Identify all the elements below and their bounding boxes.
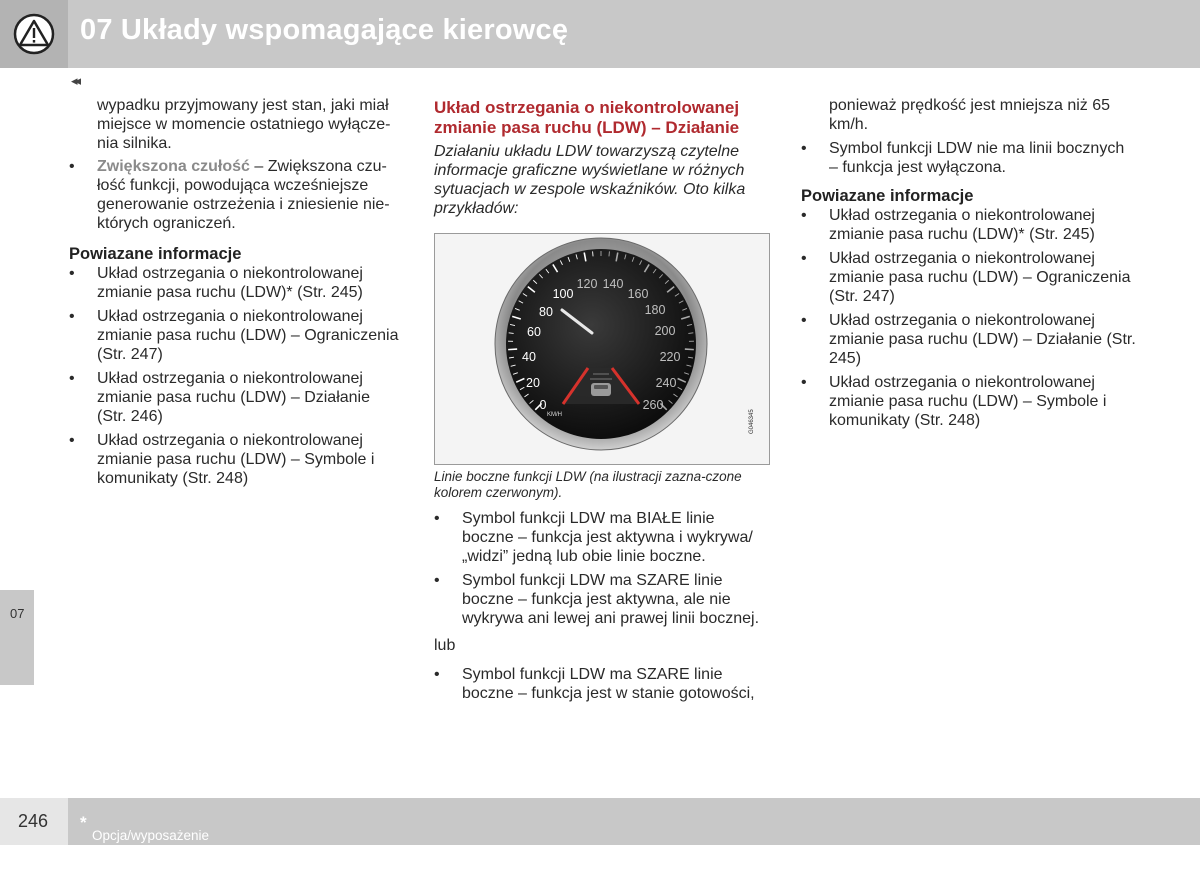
back-arrow-icon[interactable]: ◂◂ (71, 73, 78, 89)
speedometer-illustration (435, 234, 769, 464)
gauge-label: 160 (628, 287, 649, 301)
side-tab-label: 07 (10, 606, 24, 621)
column-2 (434, 98, 769, 218)
gauge-label: 260 (643, 398, 664, 412)
bullet-icon: • (801, 311, 807, 330)
related-link[interactable] (801, 373, 1136, 430)
section-intro: Działaniu układu LDW towarzyszą czytelne informacje graficzne wyświetlane w różnych sytuacjach w zespole wskaźników. Oto kilka przykładów: (434, 142, 769, 218)
related-link[interactable] (69, 307, 399, 364)
page-number: 246 (18, 811, 48, 832)
gauge-label: 60 (527, 325, 541, 339)
related-link[interactable] (801, 311, 1136, 368)
continued-text: ponieważ prędkość jest mniejsza niż 65 km/h. (801, 96, 1136, 134)
gauge-tick (688, 333, 693, 334)
car-icon (591, 383, 611, 396)
bullet-icon: • (69, 369, 75, 388)
related-heading: Powiazane informacje (801, 187, 1136, 206)
list-item (69, 157, 399, 233)
footer-note-text: Opcja/wyposażenie dodatkowe - dalsze informacje, patrz Wprowadzenie. (92, 828, 209, 888)
gauge-label: 240 (656, 376, 677, 390)
bullet-icon: • (69, 431, 75, 450)
bullet-text: – Zwiększona czu-łość funkcji, powodująca wcześniejsze generowanie ostrzeżenia i zniesienie nie-których ograniczeń. (97, 158, 390, 232)
chapter-header (0, 0, 1200, 68)
list-item-text: Symbol funkcji LDW ma BIAŁE linie boczne – funkcja jest aktywna i wykrywa/ „widzi” jedną lub obie linie boczne. (462, 510, 753, 565)
bullet-icon: • (801, 373, 807, 392)
bullet-icon: • (69, 157, 75, 176)
chapter-side-tab[interactable] (0, 590, 34, 685)
warning-triangle-icon (13, 13, 55, 55)
chapter-title: 07 Układy wspomagające kierowcę (80, 14, 568, 47)
related-link-text: Układ ostrzegania o niekontrolowanej zmianie pasa ruchu (LDW) – Działanie (Str. 245) (829, 312, 1136, 367)
related-link[interactable] (69, 369, 399, 426)
bullet-icon: • (801, 139, 807, 158)
column-2-lower (434, 509, 769, 708)
bullet-icon: • (69, 307, 75, 326)
page-footer (0, 798, 1200, 845)
related-link-text: Układ ostrzegania o niekontrolowanej zmianie pasa ruchu (LDW) – Ograniczenia (Str. 247) (97, 308, 398, 363)
page-number-box (0, 798, 68, 845)
bullet-icon: • (69, 264, 75, 283)
gauge-label: 0 (540, 398, 547, 412)
bullet-icon: • (801, 249, 807, 268)
related-link[interactable] (69, 264, 399, 302)
gauge-face (506, 249, 696, 439)
related-link[interactable] (69, 431, 399, 488)
column-1 (69, 96, 399, 493)
list-item (434, 665, 769, 703)
section-title: Układ ostrzegania o niekontrolowanej zmianie pasa ruchu (LDW) – Działanie (434, 98, 769, 138)
column-3 (801, 96, 1136, 435)
or-text: lub (434, 636, 769, 655)
related-link[interactable] (801, 249, 1136, 306)
gauge-label: 80 (539, 305, 553, 319)
related-link-text: Układ ostrzegania o niekontrolowanej zmianie pasa ruchu (LDW) – Działanie (Str. 246) (97, 370, 370, 425)
continued-text: wypadku przyjmowany jest stan, jaki miał miejsce w momencie ostatniego wyłącze-nia silnika. (69, 96, 399, 153)
list-item (434, 509, 769, 566)
gauge-tick (508, 349, 517, 350)
bullet-icon: • (801, 206, 807, 225)
footer-note-bar (68, 798, 1200, 845)
gauge-label: 220 (660, 350, 681, 364)
list-item-text: Symbol funkcji LDW ma SZARE linie boczne – funkcja jest aktywna, ale nie wykrywa ani lewej ani prawej linii bocznej. (462, 572, 759, 627)
gauge-label: 120 (577, 277, 598, 291)
gauge-label: 100 (553, 287, 574, 301)
gauge-label: 140 (603, 277, 624, 291)
related-link[interactable] (801, 206, 1136, 244)
list-item (434, 571, 769, 628)
gauge-label: 200 (655, 324, 676, 338)
related-link-text: Układ ostrzegania o niekontrolowanej zmianie pasa ruchu (LDW) – Symbole i komunikaty (Str. 248) (829, 374, 1106, 429)
gauge-tick (509, 333, 514, 334)
bullet-icon: • (434, 665, 440, 684)
related-link-text: Układ ostrzegania o niekontrolowanej zmianie pasa ruchu (LDW)* (Str. 245) (829, 207, 1095, 243)
gauge-label: 180 (645, 303, 666, 317)
footer-note (80, 813, 87, 833)
gauge-unit: KM/H (547, 412, 562, 418)
bullet-icon: • (434, 571, 440, 590)
car-window (594, 385, 608, 389)
bullet-term: Zwiększona czułość (97, 158, 250, 175)
figure-caption: Linie boczne funkcji LDW (na ilustracji zazna-czone kolorem czerwonym). (434, 469, 764, 501)
figure-id: G046345 (749, 409, 755, 434)
asterisk: * (80, 813, 87, 832)
list-item-text: Symbol funkcji LDW nie ma linii bocznych – funkcja jest wyłączona. (829, 140, 1124, 176)
bullet-icon: • (434, 509, 440, 528)
related-link-text: Układ ostrzegania o niekontrolowanej zmianie pasa ruchu (LDW) – Ograniczenia (Str. 247) (829, 250, 1130, 305)
gauge-label: 20 (526, 376, 540, 390)
warning-icon-box (0, 0, 68, 68)
speedometer-figure (434, 233, 770, 465)
list-item-text: Symbol funkcji LDW ma SZARE linie boczne – funkcja jest w stanie gotowości, (462, 666, 755, 702)
gauge-label: 40 (522, 350, 536, 364)
related-link-text: Układ ostrzegania o niekontrolowanej zmianie pasa ruchu (LDW) – Symbole i komunikaty (Str. 248) (97, 432, 374, 487)
related-heading: Powiazane informacje (69, 245, 399, 264)
gauge-tick (685, 349, 694, 350)
related-link-text: Układ ostrzegania o niekontrolowanej zmianie pasa ruchu (LDW)* (Str. 245) (97, 265, 363, 301)
list-item (801, 139, 1136, 177)
